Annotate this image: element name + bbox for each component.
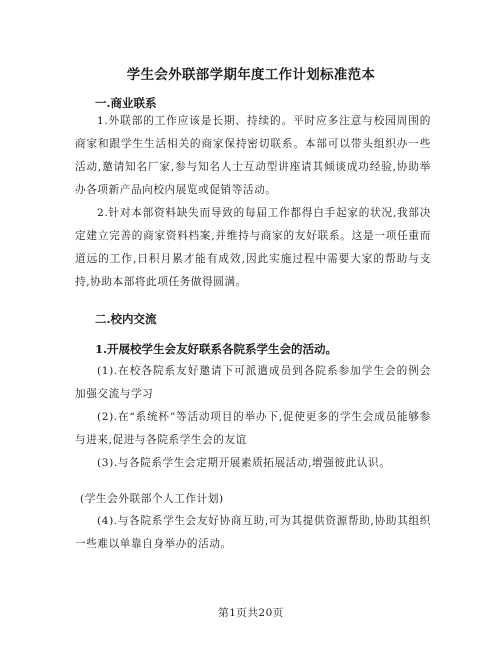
paragraph-business-1: 1.外联部的工作应该是长期、持续的。平时应多注意与校园周围的商家和跟学生生活相关的商家保持密切联系。本部可以带头组织办一些活动,邀请知名厂家,参与知名人士互动型讲座请其倾谈成功经验,协助举办各项新产品向校内展览或促销等活动。 xyxy=(75,115,431,196)
list-item-4: (4).与各院系学生会友好协商互助,可为其提供资源帮助,协助其组织一些难以单靠自身举办的活动。 xyxy=(75,515,431,550)
list-item-2: (2).在“系统杯”等活动项目的举办下,促使更多的学生会成员能够参与进来,促进与各院系学生会的友谊 xyxy=(75,411,431,446)
paragraph-business-2: 2.针对本部资料缺失而导致的每届工作都得白手起家的状况,我部决定建立完善的商家资料档案,并维持与商家的友好联系。这是一项任重而道远的工作,日积月累才能有成效,因此实施过程中需要大家的帮助与支持,协助本部将此项任务做得圆满。 xyxy=(75,207,431,288)
list-item-3: (3).与各院系学生会定期开展素质拓展活动,增强彼此认识。 xyxy=(97,457,391,469)
document-title: 学生会外联部学期年度工作计划标准范本 xyxy=(126,67,376,83)
section-heading-business: 一.商业联系 xyxy=(95,96,157,110)
section-heading-campus: 二.校内交流 xyxy=(95,312,157,326)
list-item-1: (1).在校各院系友好邀请下可派遣成员到各院系参加学生会的例会加强交流与学习 xyxy=(75,365,431,400)
list-item-3-note: (学生会外联部个人工作计划) xyxy=(80,493,224,505)
page-footer: 第1页共20页 xyxy=(218,607,284,619)
subheading-activities: 1.开展校学生会友好联系各院系学生会的活动。 xyxy=(95,342,338,356)
